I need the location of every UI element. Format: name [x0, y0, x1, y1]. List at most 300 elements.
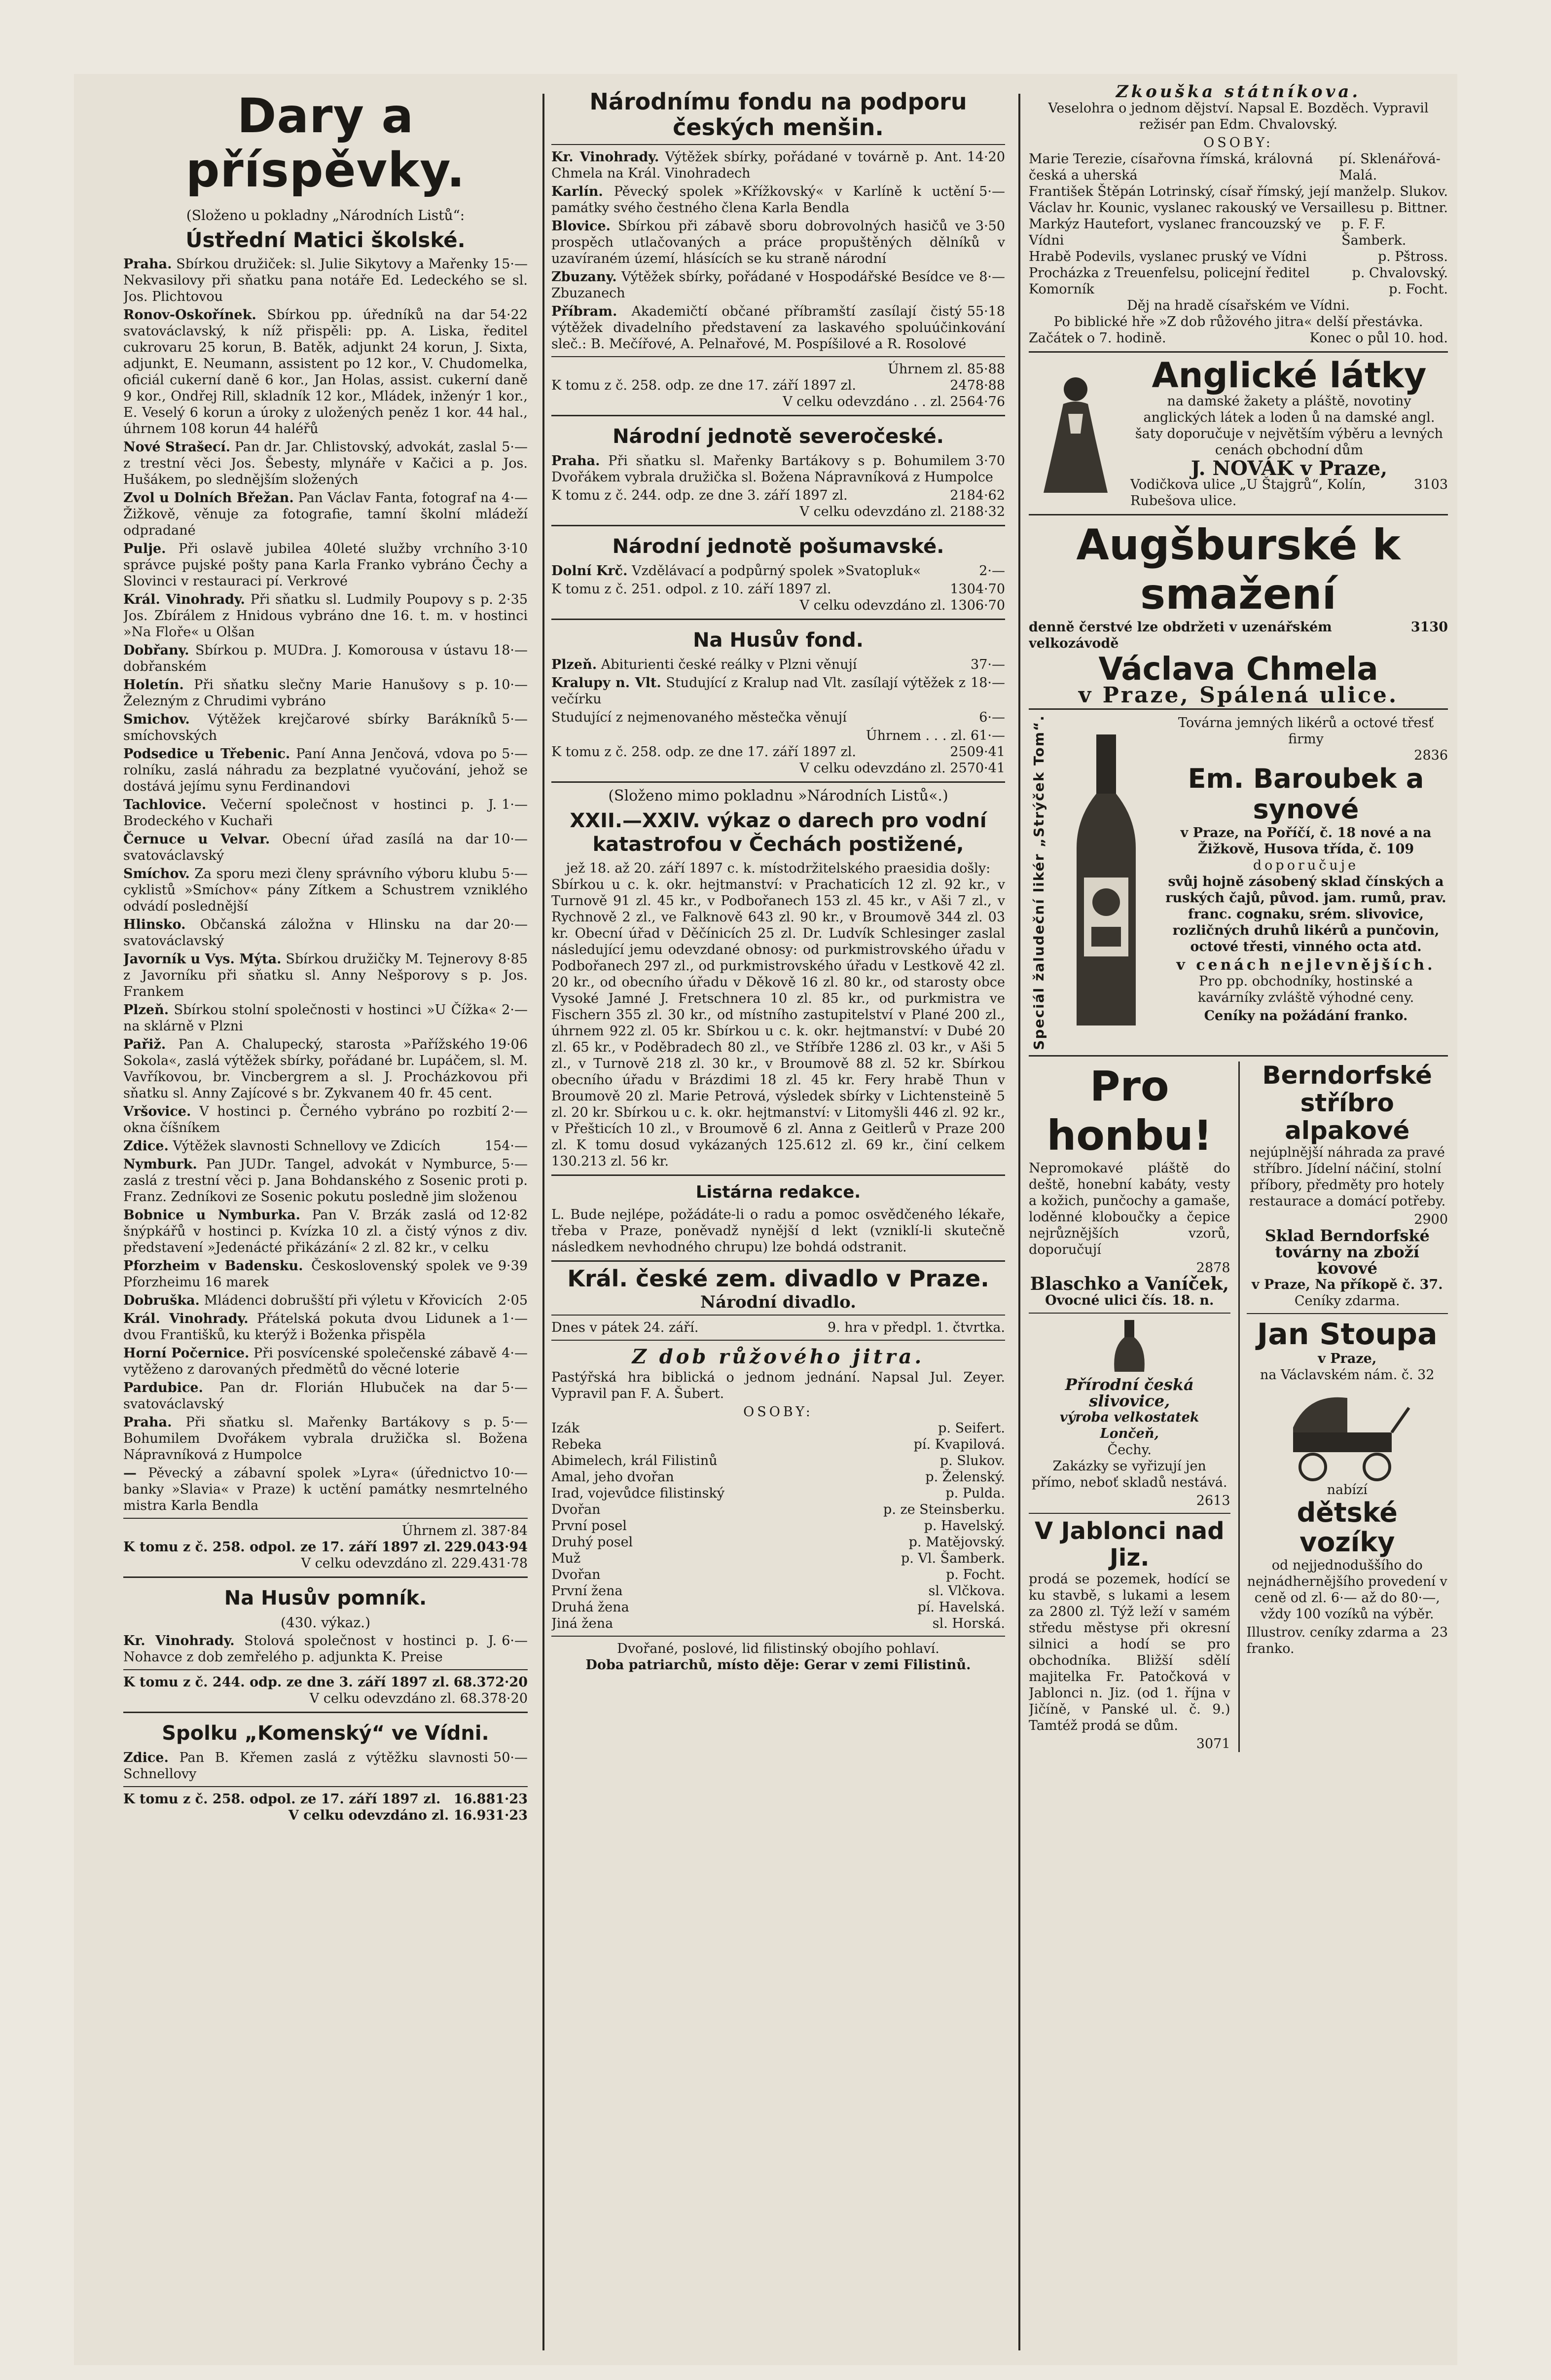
- list-item: [123, 1311, 528, 1343]
- cast-actor: p. Pštross.: [1377, 249, 1448, 264]
- entry-amount: 54·22: [489, 307, 528, 323]
- cast-heading: OSOBY:: [743, 1404, 813, 1420]
- list-item: [551, 303, 1005, 352]
- sum-label: Úhrnem: [401, 1523, 457, 1538]
- list-item: [123, 831, 528, 864]
- list-item: [123, 951, 528, 1000]
- ad-store: Sklad Berndorfské továrny na zboží kovové: [1264, 1226, 1430, 1278]
- entry-text: Akademičtí občané příbramští zasílají čistý výtěžek divadelního představení za laskavého spoluúčinkování sleč.: B. Mečířové, A. Pelnařové, M. Pospíšilové a R. Rosolové: [551, 304, 1005, 352]
- section-title: XXII.—XXIV. výkaz o darech pro vodní katastrofou v Čechách postižené,: [570, 809, 987, 856]
- cast-actor: pí. Kvapilová.: [913, 1437, 1005, 1452]
- total-value: 1306·70: [950, 598, 1005, 613]
- list-item: [123, 677, 528, 709]
- list-item: [123, 642, 528, 675]
- entry-place: Blovice.: [551, 219, 611, 234]
- list-item: [123, 711, 528, 744]
- list-item: [123, 1292, 528, 1309]
- small-bottle-icon: [1107, 1318, 1152, 1377]
- total-value: 2188·32: [950, 504, 1005, 519]
- divider: [123, 1786, 528, 1787]
- entry-text: Obecní úřad zasílá na dar svatováclavský: [123, 832, 489, 863]
- carry-line: [123, 1539, 528, 1555]
- list-item: [123, 1465, 528, 1514]
- entry-amount: 20·—: [493, 917, 528, 932]
- list-item: [551, 183, 1005, 216]
- ad-text: Nepromokavé pláště do deště, honební kabáty, vesty a kožich, punčochy a gamaše, loděnné kloboučky a čepice nejrůznějších vzorů, doporučují: [1029, 1160, 1230, 1257]
- section-title: Národní jednotě severočeské.: [613, 425, 944, 448]
- theatre-date: Dnes v pátek 24. září.: [551, 1320, 699, 1335]
- cast-row: [1029, 200, 1448, 216]
- carry-label: K tomu z č. 258. odpol. ze 17. září 1897 zl.: [123, 1792, 441, 1807]
- carry-value: 1304·70: [950, 582, 1005, 597]
- list-item: [551, 563, 1005, 579]
- cast-heading: OSOBY:: [1203, 135, 1273, 150]
- entry-amount: 4·—: [502, 490, 528, 506]
- carry-line: [551, 487, 1005, 504]
- entry-place: Praha.: [123, 1415, 172, 1430]
- sum-label: Úhrnem zl.: [888, 362, 963, 377]
- ad-baroubek: [1029, 715, 1448, 1050]
- entry-place: Zvol u Dolních Břežan.: [123, 490, 294, 506]
- ad-number: 2878: [1196, 1260, 1230, 1276]
- ad-title: Přírodní česká slivovice,: [1065, 1375, 1194, 1410]
- entry-place: Praha.: [123, 256, 172, 272]
- cast-actor: pí. Sklenářová-Malá.: [1339, 151, 1441, 183]
- divider: [551, 1636, 1005, 1637]
- cast-role: Procházka z Treuenfelsu, policejní ředitel: [1029, 265, 1310, 281]
- cast-row: [551, 1420, 1005, 1436]
- cast-actor: pí. Havelská.: [917, 1600, 1005, 1615]
- entry-amount: 19·06: [489, 1037, 528, 1052]
- carry-label: K tomu z č. 244. odp. ze dne 3. září 1897 zl.: [551, 488, 848, 503]
- pram-illustration: [1247, 1383, 1448, 1482]
- entry-amount: 8·85: [498, 952, 528, 967]
- entry-text: Při sňatku sl. Mařenky Bartákovy s p. Bohumilem Dvořákem vybrala družička sl. Božena Nápravníková z Humpolce: [123, 1415, 528, 1463]
- ad-title: V Jablonci nad Jiz.: [1034, 1517, 1225, 1572]
- entry-place: Tachlovice.: [123, 797, 207, 812]
- entry-text: Při sňatku slečny Marie Hanušovy s p. Železným z Chrudimi vybráno: [123, 677, 489, 709]
- ad-address: na Václavském nám. č. 32: [1260, 1367, 1435, 1383]
- ad-more: Pro pp. obchodníky, hostinské a kavárníky zvláště výhodné ceny.: [1197, 974, 1414, 1005]
- cast-role: První žena: [551, 1583, 623, 1599]
- divider: [551, 781, 1005, 783]
- ad-text: výroba velkostatek Lončeň,: [1059, 1409, 1199, 1441]
- cast-actor: p. Focht.: [1389, 282, 1448, 297]
- entry-text: Československý spolek ve Pforzheimu 16 marek: [123, 1258, 493, 1290]
- entry-text: Pan JUDr. Tangel, advokát v Nymburce, zaslá z trestní věci p. Jana Bohdanského z Sosenic proti p. Franz. Zedníkovi ze Sosenic pokutu posledně jim složenou: [123, 1157, 528, 1205]
- entry-place: Podsedice u Třebenic.: [123, 746, 290, 762]
- woman-figure-illustration: [1029, 358, 1122, 509]
- divider: [551, 1174, 1005, 1176]
- total-label: V celku odevzdáno zl.: [301, 1556, 447, 1571]
- entry-text: Při sňatku sl. Ludmily Poupovy s p. Jos. Zbírálem z Hnidous vybráno dne 16. t. m. v hostinci »Na Floře« u Olšan: [123, 592, 528, 640]
- section-title: Národní jednotě pošumavské.: [612, 535, 944, 558]
- divider: [551, 144, 1005, 145]
- cast-role: Jiná žena: [551, 1616, 613, 1631]
- divider: [1029, 1313, 1230, 1314]
- entry-amount: 6·—: [979, 710, 1005, 725]
- cast-actor: p. Bittner.: [1380, 200, 1448, 216]
- ad-title: Pro honbu!: [1046, 1062, 1213, 1160]
- entry-amount: 5·—: [979, 184, 1005, 199]
- entry-text: Občanská záložna v Hlinsku na dar svatováclavský: [123, 917, 489, 949]
- divider: [551, 415, 1005, 416]
- cast-row: [551, 1567, 1005, 1583]
- cast-row: [551, 1485, 1005, 1501]
- ad-title: Augšburské k smažení: [1076, 520, 1401, 619]
- ad-address: v Praze, na Poříčí, č. 18 nové a na Žižkově, Husova třída, č. 109: [1180, 825, 1432, 857]
- section-title: Národnímu fondu na podporu českých menšin.: [589, 88, 967, 141]
- entry-amount: 2·—: [502, 1002, 528, 1018]
- entry-place: Nymburk.: [123, 1157, 197, 1172]
- entry-amount: 3·10: [498, 541, 528, 556]
- list-item: [123, 866, 528, 915]
- carry-line: [123, 1791, 528, 1807]
- entry-amount: 14·20: [967, 149, 1005, 165]
- entry-amount: 3·50: [975, 219, 1005, 234]
- listarna-text: L. Bude nejlépe, požádáte-li o radu a pomoc osvědčeného lékaře, třeba v Praze, poněvadž nynější d lekt (vzniklí-li skutečně následkem nevhodného chrupu) lze bohdá odstranit.: [551, 1207, 1005, 1255]
- bottom-ads-left: [1029, 1062, 1230, 1752]
- play2-note: Po biblické hře »Z dob růžového jitra« delší přestávka.: [1053, 314, 1423, 330]
- section-sub: jež 18. až 20. září 1897 c. k. místodržitelského praesidia došly:: [566, 861, 991, 876]
- ad-name: J. NOVÁK v Praze,: [1190, 457, 1388, 480]
- list-item: [123, 1002, 528, 1034]
- entry-amount: 2·35: [498, 592, 528, 607]
- cast-row: [551, 1599, 1005, 1615]
- list-item: [551, 453, 1005, 485]
- cast-actor: p. Havelský.: [924, 1518, 1005, 1534]
- cast-actor: p. Vl. Šamberk.: [901, 1551, 1005, 1566]
- cast-role: Markýz Hautefort, vyslanec francouzský ve Vídni: [1029, 217, 1321, 248]
- entry-text: Sbírkou p. MUDra. J. Komorousa v ústavu dobřanském: [123, 643, 489, 674]
- ad-number: 2900: [1414, 1211, 1448, 1227]
- divider: [1029, 1055, 1448, 1057]
- entry-text: Abiturienti české reálky v Plzni věnují: [601, 657, 857, 672]
- entry-amount: 10·—: [493, 832, 528, 847]
- entry-amount: 12·82: [489, 1208, 528, 1223]
- entry-place: Plzeň.: [123, 1002, 169, 1018]
- entry-place: Dolní Krč.: [551, 563, 628, 579]
- entry-place: Bobnice u Nymburka.: [123, 1208, 300, 1223]
- carry-label: K tomu z č. 244. odp. ze dne 3. září 1897 zl.: [123, 1675, 450, 1690]
- entry-place: —: [123, 1465, 137, 1481]
- ad-address: Ovocné ulici čís. 18. n.: [1045, 1292, 1214, 1308]
- entry-place: Nové Strašecí.: [123, 439, 231, 455]
- entry-amount: 5·—: [502, 1380, 528, 1395]
- entry-amount: 9·39: [498, 1258, 528, 1274]
- sum-value: 61·—: [971, 728, 1005, 743]
- entry-place: Horní Počernice.: [123, 1346, 250, 1361]
- list-item: [123, 1380, 528, 1412]
- list-item: [123, 1036, 528, 1101]
- theatre-title: Král. české zem. divadlo v Praze.: [567, 1265, 989, 1292]
- list-item: [123, 1156, 528, 1205]
- entry-place: Hlinsko.: [123, 917, 186, 932]
- entry-amount: 4·—: [502, 1346, 528, 1361]
- divider: [551, 1315, 1005, 1316]
- cast-role: Komorník: [1029, 282, 1094, 297]
- entry-text: Výtěžek sbírky, pořádané v Hospodářské Besídce ve Zbuzanech: [551, 269, 974, 301]
- cast-actor: p. Pulda.: [945, 1486, 1005, 1501]
- entry-amount: 2·—: [502, 1104, 528, 1119]
- entry-text: Pěvecký a zábavní spolek »Lyra« (úřednictvo banky »Slavia« v Praze) k uctění památky nesmrtelného mistra Karla Bendla: [123, 1465, 528, 1513]
- sum-line: [123, 1523, 528, 1539]
- cast-actor: sl. Horská.: [932, 1616, 1005, 1631]
- total-line: [123, 1555, 528, 1572]
- ad-text: svůj hojně zásobený sklad čínských a ruských čajů, původ. jam. rumů, prav. franc. cognaku, srém. slivovice, rozličných druhů likérů a punčovin, octové třesti, vinného octa atd.: [1165, 874, 1446, 954]
- donations-heading: Dary a příspěvky.: [185, 88, 466, 198]
- divider: [1029, 351, 1448, 353]
- ad-note: Zakázky se vyřizují jen přímo, neboť skladů nestává.: [1032, 1458, 1227, 1490]
- carry-value: 2478·88: [950, 378, 1005, 393]
- theatre-place: Doba patriarchů, místo děje: Gerar v zemi Filistinů.: [585, 1657, 971, 1673]
- entry-amount: 5·—: [502, 712, 528, 727]
- entry-place: Ronov-Oskořínek.: [123, 307, 256, 323]
- donation-list: [123, 1750, 528, 1782]
- entry-place: Karlín.: [551, 184, 603, 199]
- divider: [123, 1576, 528, 1578]
- theatre-date-line: [551, 1319, 1005, 1336]
- sum-label: Úhrnem . . . zl.: [866, 728, 967, 743]
- entry-place: Zdice.: [123, 1750, 169, 1765]
- list-item: [123, 1414, 528, 1463]
- cast-role: Dvořan: [551, 1567, 601, 1582]
- ad-place: Čechy.: [1107, 1442, 1152, 1458]
- list-item: [123, 490, 528, 539]
- entry-place: Pardubice.: [123, 1380, 203, 1395]
- donation-list: [551, 657, 1005, 726]
- entry-text: Výtěžek sbírky, pořádané v továrně p. Ant. Chmela na Král. Vinohradech: [551, 149, 962, 181]
- ad-text: na damské žakety a pláště, novotiny anglických látek a loden ů na damské angl. šaty doporučuje v největším výběru a levných cenách obchodní dům: [1135, 394, 1443, 458]
- time-line: [1029, 330, 1448, 346]
- ad-list: Ceníky na požádání franko.: [1204, 1008, 1408, 1024]
- total-label: V celku odevzdáno zl.: [309, 1691, 456, 1706]
- list-item: [123, 591, 528, 640]
- carry-label: K tomu z č. 258. odpol. ze 17. září 1897 zl.: [123, 1539, 441, 1555]
- column-ads: [1029, 84, 1448, 2365]
- entry-text: Pan A. Chalupecký, starosta »Pařížského Sokola«, zaslá výtěžek sbírky, pořádané br. Lupáčem, sl. M. Vavříkovou, br. Vincbergrem a sl. J. Procházkovou při sňatku sl. Anny Zajícové s br. Zykvanem 40 fr. 45 cent.: [123, 1037, 528, 1101]
- play2-desc: Veselohra o jednom dějství. Napsal E. Bozděch. Vypravil režisér pan Edm. Chvalovský.: [1048, 101, 1429, 132]
- carry-label: K tomu z č. 258. odp. ze dne 17. září 1897 zl.: [551, 744, 856, 760]
- entry-amount: 5·—: [502, 1415, 528, 1430]
- cast-actor: p. Želenský.: [925, 1469, 1005, 1485]
- entry-place: Černuce u Velvar.: [123, 832, 270, 847]
- bottom-ads: [1029, 1062, 1448, 1752]
- donation-list: [551, 453, 1005, 485]
- entry-place: Zbuzany.: [551, 269, 617, 285]
- ad-title: Berndorfské stříbro alpakové: [1262, 1061, 1432, 1145]
- entry-text: Pan B. Křemen zaslá z výtěžku slavnosti Schnellovy: [123, 1750, 489, 1782]
- entry-text: Pan V. Brzák zaslá od šnýpkářů v hostinci p. Kvízka 10 zl. a čistý výnos z div. představení »Jedenácté přikázání« 2 zl. 82 kr., v celku: [123, 1208, 528, 1255]
- cast-role: František Štěpán Lotrinský, císař římský, její manžel: [1029, 184, 1382, 199]
- entry-place: Král. Vinohrady.: [123, 1311, 249, 1326]
- carry-line: [551, 744, 1005, 760]
- total-line: [123, 1807, 528, 1824]
- entry-amount: 18·—: [971, 675, 1005, 691]
- total-label: V celku odevzdáno zl.: [799, 761, 946, 776]
- cast-role: První posel: [551, 1518, 627, 1534]
- entry-place: Vršovice.: [123, 1104, 191, 1119]
- newspaper-page: [74, 74, 1457, 2365]
- ad-offer: nabízí: [1327, 1482, 1368, 1498]
- cast-actor: p. Focht.: [946, 1567, 1005, 1582]
- ad-recommend: doporučuje: [1253, 858, 1359, 873]
- ad-number: 3071: [1196, 1736, 1230, 1752]
- entry-amount: 15·—: [493, 256, 528, 272]
- ad-name: Em. Baroubek a synové: [1188, 763, 1424, 825]
- cast-row: [1029, 249, 1448, 265]
- sum-line: [551, 728, 1005, 744]
- cast-row: [551, 1550, 1005, 1567]
- bottle-icon: [1057, 730, 1155, 1035]
- list-item: [551, 218, 1005, 267]
- column-divider: [542, 94, 544, 2350]
- entry-place: Plzeň.: [551, 657, 597, 672]
- list-item: [123, 439, 528, 488]
- section-title: Ústřední Matici školské.: [185, 228, 466, 252]
- entry-text: Stolová společnost v hostinci p. J. Nohavce z dob zemřelého p. adjunkta K. Preise: [123, 1633, 497, 1665]
- cast-actor: p. ze Steinsberku.: [883, 1502, 1005, 1517]
- cast-role: Druhý posel: [551, 1535, 633, 1550]
- ad-number: 2836: [1414, 748, 1448, 763]
- entry-amount: 1·—: [502, 797, 528, 812]
- entry-text: Pan Václav Fanta, fotograf na Žižkově, věnuje za fotografie, tamní školní mládeží odpradané: [123, 490, 528, 538]
- ad-top: Továrna jemných likérů a octové třesť firmy: [1178, 715, 1434, 747]
- entry-text: Studující z Kralup nad Vlt. zasílají výtěžek z večírku: [551, 675, 966, 707]
- divider: [1029, 708, 1448, 710]
- entry-text: Sbírkou družičky M. Tejnerovy z Javorníku při sňatku sl. Anny Nešporovy s p. Jos. Frankem: [123, 952, 528, 999]
- list-item: [123, 1138, 528, 1154]
- entry-text: Vzdělávací a podpůrný spolek »Svatopluk«: [632, 563, 921, 579]
- total-line: [551, 504, 1005, 520]
- entry-text: V hostinci p. Černého vybráno po rozbití okna číšníkem: [123, 1104, 497, 1135]
- carry-line: [551, 581, 1005, 597]
- entry-place: Pařiž.: [123, 1037, 166, 1052]
- carry-line: [551, 377, 1005, 394]
- carry-label: K tomu z č. 258. odp. ze dne 17. září 1897 zl.: [551, 378, 856, 393]
- cast-role: Muž: [551, 1551, 581, 1566]
- cast-actor: p. Slukov.: [1382, 184, 1448, 199]
- play2-title: Zkouška státníkova.: [1116, 84, 1361, 102]
- cast-row: [1029, 183, 1448, 200]
- entry-amount: 5·—: [502, 1157, 528, 1172]
- donation-list: [123, 1633, 528, 1665]
- entry-amount: 10·—: [493, 677, 528, 693]
- total-label: V celku odevzdáno . . zl.: [783, 394, 946, 409]
- entry-place: Král. Vinohrady.: [123, 592, 245, 607]
- woman-figure-icon: [1034, 369, 1118, 498]
- cast-role: Izák: [551, 1421, 580, 1436]
- divider: [551, 525, 1005, 526]
- entry-amount: 10·—: [493, 1465, 528, 1481]
- entry-text: Sbírkou stolní společnosti v hostinci »U Čížka« na sklárně v Plzni: [123, 1002, 497, 1034]
- sum-unit: zl.: [461, 1523, 477, 1538]
- entry-amount: 5·—: [502, 746, 528, 762]
- list-item: [123, 1750, 528, 1782]
- ad-sidebar: [1029, 715, 1048, 1050]
- cast-role: Amal, jeho dvořan: [551, 1469, 674, 1485]
- donation-list: [551, 563, 1005, 579]
- entry-text: Sbírkou pp. úředníků na dar svatováclavský, k níž přispěli: pp. A. Liska, ředitel cukrovaru 25 korun, B. Batěk, adjunkt 24 korun, J. Sixta, adjunkt, E. Neumann, assistent po 12 kor., V. Chudomelka, oficiál cukerní daně 6 kor., Jan Holas, assist. cukerní daně 9 kor., Ondřej Rill, skladník 12 kor., Mládek, inženýr 1 kor., E. Veselý 6 korun a úroky z uložených peněz 1 kor. 44 hal., úhrnem 108 korun 44 haléřů: [123, 307, 528, 437]
- total-line: [551, 394, 1005, 410]
- ad-number: 3103: [1414, 477, 1448, 492]
- entry-text: Paní Anna Jenčová, vdova po rolníku, zaslá náhradu za bezplatné vyučování, jehož se dostává jejímu synu Ferdinandovi: [123, 746, 528, 794]
- sum-value: 387·84: [481, 1523, 528, 1538]
- total-line: [123, 1690, 528, 1707]
- total-label: V celku odevzdáno zl.: [288, 1808, 449, 1823]
- divider: [123, 1518, 528, 1519]
- ad-anglicke-latky: [1029, 355, 1448, 509]
- disaster-text: Sbírkou u c. k. okr. hejtmanství: v Prachaticích 12 zl. 92 kr., v Turnově 91 zl. 45 kr., v Podbořanech 153 zl. 45 kr., v Aši 7 zl., v Rychnově 2 zl., ve Falknově 643 zl. 90 kr., v Broumově 344 zl. 03 kr. Obecní úřad v Děčínicích 25 zl. Dr. Ludvík Schlesinger zaslal následující jemu odevzdané obnosy: od purkmistrovského úřadu v Podbořanech 297 zl., od purkmistrovského úřadu v Lestkově 42 zl. 20 kr., od obecního úřadu v Děkově 16 zl. 80 kr., od starosty obce Vysoké Jamné J. Fretschnera 10 zl. 85 kr., od purkmistra ve Fischern 355 zl. 30 kr., od místního zastupitelství v Plané 200 zl., úhrnem 922 zl. 05 kr. Sbírkou u c. k. okr. hejtmanství: v Dubé 20 zl. 65 kr., v Poděbradech 80 zl., ve Stříbře 1286 zl. 03 kr., v Aši 5 zl., v Turnově 218 zl. 30 kr., v Broumově 88 zl. 52 kr. Sbírkou obecního úřadu v Brázdimi 18 zl. 45 kr. Fery hrabě Thun v Broumově 20 zl. Marie Petrová, výsledek sbírky v Lichtensteině 5 zl. 20 kr. Sbírkou u c. k. okr. hejtmanství: v Litomyšli 446 zl. 92 kr., v Přešticích 10 zl., v Broumově 6 zl. Anna z Geitlerů v Praze 200 zl. K tomu dosud vykázaných 125.612 zl. 69 kr., činí celkem 130.213 zl. 56 kr.: [551, 877, 1005, 1169]
- entry-text: Za sporu mezi členy správního výboru klubu cyklistů »Smíchov« pány Zítkem a Schustrem vzniklého odvádí poslednější: [123, 866, 528, 914]
- ad-place: v Praze, Spálená ulice.: [1078, 683, 1399, 708]
- donation-list: [551, 149, 1005, 352]
- list-item: [123, 1258, 528, 1290]
- cast-role: Dvořan: [551, 1502, 601, 1517]
- entry-place: Příbram.: [551, 304, 617, 319]
- cast-role: Abimelech, král Filistinů: [551, 1453, 718, 1468]
- list-item: [551, 269, 1005, 301]
- entry-amount: 2·—: [979, 563, 1005, 579]
- entry-place: Dobruška.: [123, 1293, 200, 1308]
- ad-text-line: [1029, 619, 1448, 652]
- entry-place: Kr. Vinohrady.: [551, 149, 659, 165]
- cast-row: [551, 1615, 1005, 1632]
- entry-place: Holetín.: [123, 677, 184, 693]
- list-item: [123, 1103, 528, 1136]
- list-item: [123, 1345, 528, 1378]
- cast-row: [551, 1436, 1005, 1453]
- entry-text: Při posvícenské společenské zábavě vytěženo z darovaných předmětů do věcné loterie: [123, 1346, 497, 1377]
- list-item: [123, 1207, 528, 1256]
- entry-place: Praha.: [551, 453, 600, 469]
- ad-number: 23: [1431, 1624, 1448, 1640]
- total-value: 229.431·78: [451, 1556, 528, 1571]
- total-value: 2564·76: [950, 394, 1005, 409]
- ad-address-line: [1130, 476, 1448, 509]
- cast-row: [1029, 151, 1448, 183]
- ad-text: prodá se pozemek, hodící se ku stavbě, s lukami a lesem za 2800 zl. Týž leží v samém středu městyse při okresní silnici a hodí se pro obchodníka. Bližší sdělí majitelka Fr. Patočková v Jablonci n. Jiz. (od 1. října v Jičíně, v Panské ul. č. 9.) Tamtéž prodá se dům.: [1029, 1571, 1230, 1733]
- cast-list: [1029, 151, 1448, 297]
- total-label: V celku odevzdáno zl.: [799, 504, 946, 519]
- mimo-note: (Složeno mimo pokladnu »Národních Listů«.): [608, 787, 948, 805]
- cast-actor: p. Matějovský.: [908, 1535, 1005, 1550]
- list-item: [123, 746, 528, 795]
- entry-text: Pěvecký spolek »Křížkovský« v Karlíně k uctění památky svého čestného člena Karla Bendla: [551, 184, 974, 216]
- column-donations: [123, 84, 528, 2365]
- section-title: Spolku „Komenský“ ve Vídni.: [162, 1722, 489, 1745]
- cast-actor: p. Slukov.: [939, 1453, 1005, 1468]
- list-item: [123, 256, 528, 305]
- start-time: Začátek o 7. hodině.: [1029, 330, 1166, 346]
- divider: [551, 1340, 1005, 1341]
- section-title: Na Husův fond.: [693, 629, 864, 652]
- list-item: [551, 709, 1005, 726]
- ad-sidebar-text: Speciál žaludeční likér „Strýček Tom“.: [1030, 715, 1047, 1050]
- ad-list: Ceníky zdarma.: [1294, 1293, 1400, 1309]
- entry-text: Sbírkou družiček: sl. Julie Sikytovy a Mařenky Nekvasilovy při sňatku pana notáře Ed. Ledeckého se sl. Jos. Plichtovou: [123, 256, 528, 304]
- section-title: Na Husův pomník.: [224, 1587, 427, 1610]
- cast-actor: sl. Vlčkova.: [928, 1583, 1005, 1599]
- cast-actor: p. F. F. Šamberk.: [1341, 217, 1407, 248]
- entry-text: Mládenci dobrušští při výletu v Křovicích: [204, 1293, 483, 1308]
- cast-row: [1029, 281, 1448, 297]
- ad-title: dětské vozíky: [1297, 1497, 1398, 1558]
- entry-text: Při oslavě jubilea 40leté služby vrchního správce pujské pošty pana Karla Franko vybráno Čechy a Slovinci v restauraci pí. Verkrové: [123, 541, 528, 589]
- entry-place: Smichov.: [123, 712, 190, 727]
- cast-role: Hrabě Podevils, vyslanec pruský ve Vídni: [1029, 249, 1307, 264]
- ad-ill: Illustrov. ceníky zdarma a franko.: [1246, 1624, 1421, 1656]
